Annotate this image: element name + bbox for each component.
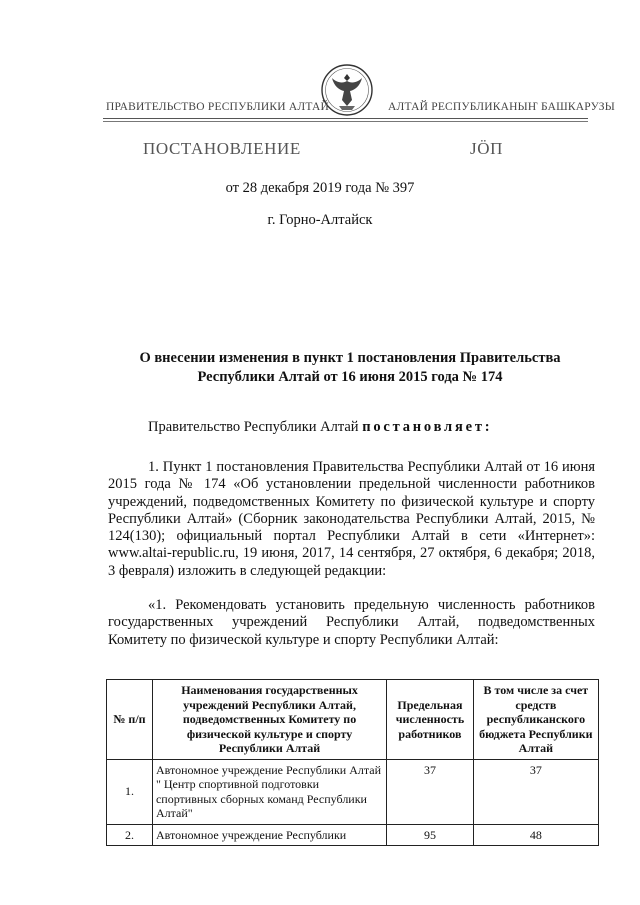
doc-kind-ru: ПОСТАНОВЛЕНИЕ: [143, 139, 301, 158]
table-row: [107, 824, 599, 846]
header-rule-thin: [103, 121, 588, 122]
paragraph-2: «1. Рекомендовать установить предельную численность работников государственных учреждений Республики Алтай, подведомственных Комитету по физической культуре и спорту Республики Алтай:: [108, 597, 595, 648]
title-line-1: О внесении изменения в пункт 1 постановления Правительства: [139, 350, 561, 366]
row-budget: 37: [473, 759, 598, 824]
document-city: г. Горно-Алтайск: [267, 212, 373, 228]
col-header-name: Наименования государственных учреждений Республики Алтай, подведомственных Комитету по физической культуре и спорту Республики Алтай: [152, 680, 386, 760]
table-header-row: [107, 680, 599, 760]
header-rule: [103, 118, 588, 119]
decree-subject: Правительство Республики Алтай: [148, 419, 359, 435]
row-name: Автономное учреждение Республики Алтай " Центр спортивной подготовки спортивных сборных команд Республики Алтай": [152, 759, 386, 824]
document-title: [100, 349, 600, 387]
row-budget: 48: [473, 824, 598, 846]
government-name-alt: АЛТАЙ РЕСПУБЛИКАНЫҤ БАШКАРУЗЫ: [388, 101, 615, 113]
row-num: 2.: [107, 824, 153, 846]
row-limit: 37: [387, 759, 474, 824]
title-line-2: Республики Алтай от 16 июня 2015 года № 174: [197, 369, 503, 385]
decree-line: [148, 419, 492, 436]
col-header-budget: В том числе за счет средств республиканского бюджета Республики Алтай: [473, 680, 598, 760]
doc-kind-alt: ЈӦП: [470, 139, 503, 158]
col-header-num: № п/п: [107, 680, 153, 760]
document-date: от 28 декабря 2019 года № 397: [225, 180, 415, 196]
staff-limit-table: [106, 679, 599, 846]
government-name-ru: ПРАВИТЕЛЬСТВО РЕСПУБЛИКИ АЛТАЙ: [106, 101, 330, 113]
col-header-limit: Предельная численность работников: [387, 680, 474, 760]
row-num: 1.: [107, 759, 153, 824]
row-name: Автономное учреждение Республики: [152, 824, 386, 846]
decree-verb: постановляет:: [362, 419, 493, 435]
paragraph-1: 1. Пункт 1 постановления Правительства Республики Алтай от 16 июня 2015 года № 174 «Об установлении предельной численности работников учреждений, подведомственных Комитету по физической культуре и спорту Республики Алтай» (Сборник законодательства Республики Алтай, 2015, № 124(130); официальный портал Республики Алтай в сети «Интернет»: www.altai-republic.ru, 19 июня, 2017, 14 сентября, 27 октября, 6 декабря; 2018, 3 февраля) изложить в следующей редакции:: [108, 459, 595, 579]
table-row: [107, 759, 599, 824]
row-limit: 95: [387, 824, 474, 846]
